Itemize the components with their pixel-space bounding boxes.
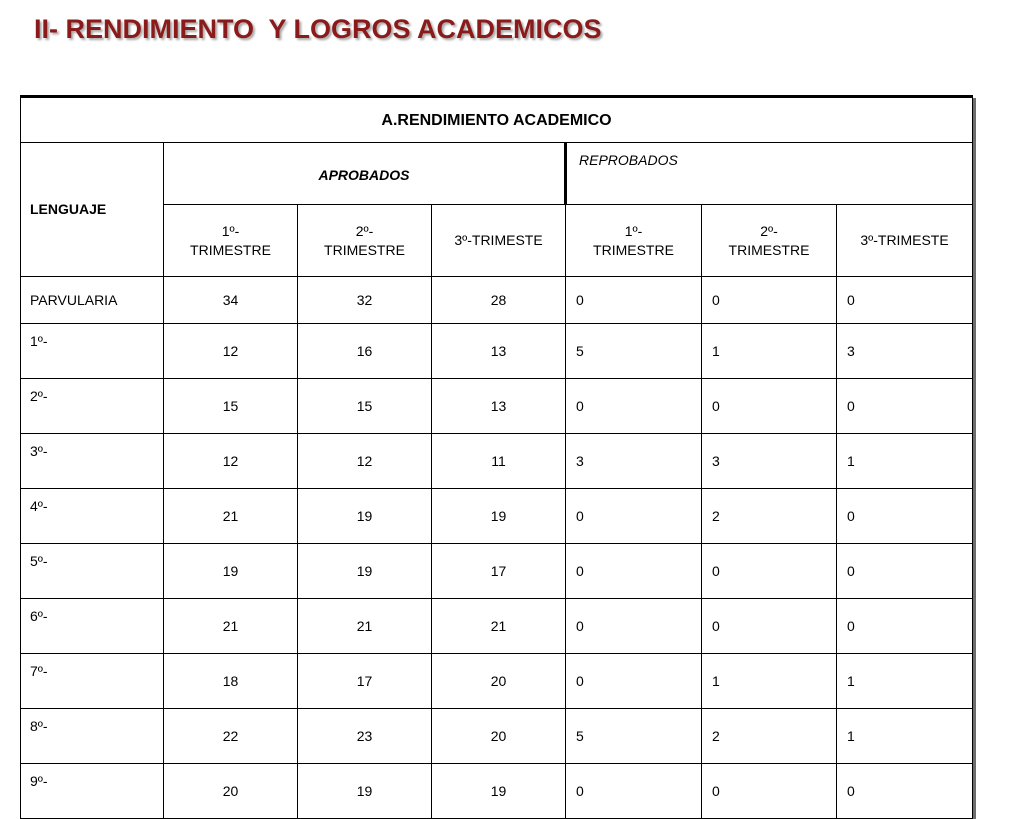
term-header-reprobados-3: 3º-TRIMESTE — [837, 205, 973, 277]
reprobados-value-t2: 2 — [702, 709, 837, 764]
grade-label: 8º- — [21, 709, 164, 764]
aprobados-value-t1: 21 — [164, 599, 298, 654]
aprobados-value-t3: 13 — [432, 324, 566, 379]
reprobados-value-t1: 0 — [566, 544, 702, 599]
grade-label: 4º- — [21, 489, 164, 544]
slide-title: II- RENDIMIENTO Y LOGROS ACADEMICOS — [34, 14, 602, 44]
reprobados-value-t3: 0 — [837, 379, 973, 434]
reprobados-value-t2: 0 — [702, 277, 837, 324]
table-row — [21, 277, 973, 324]
aprobados-value-t3: 17 — [432, 544, 566, 599]
grade-label: 3º- — [21, 434, 164, 489]
term-header-reprobados-1: 1º- TRIMESTRE — [566, 205, 702, 277]
aprobados-value-t3: 28 — [432, 277, 566, 324]
aprobados-value-t1: 12 — [164, 324, 298, 379]
aprobados-value-t3: 11 — [432, 434, 566, 489]
reprobados-value-t3: 1 — [837, 654, 973, 709]
reprobados-value-t2: 0 — [702, 599, 837, 654]
reprobados-value-t2: 1 — [702, 324, 837, 379]
reprobados-value-t1: 0 — [566, 654, 702, 709]
group-header-row — [21, 143, 973, 205]
aprobados-value-t1: 15 — [164, 379, 298, 434]
aprobados-value-t2: 19 — [298, 764, 432, 819]
reprobados-value-t3: 0 — [837, 599, 973, 654]
table-banner-row — [21, 97, 973, 143]
group-header-reprobados: REPROBADOS — [566, 143, 973, 205]
reprobados-value-t3: 3 — [837, 324, 973, 379]
table-row — [21, 709, 973, 764]
term-header-aprobados-2: 2º- TRIMESTRE — [298, 205, 432, 277]
reprobados-value-t1: 5 — [566, 324, 702, 379]
grade-label: 6º- — [21, 599, 164, 654]
table-banner: A.RENDIMIENTO ACADEMICO — [21, 97, 973, 143]
grade-label: 2º- — [21, 379, 164, 434]
aprobados-value-t1: 34 — [164, 277, 298, 324]
table-row — [21, 654, 973, 709]
aprobados-value-t1: 22 — [164, 709, 298, 764]
table-row — [21, 599, 973, 654]
reprobados-value-t2: 2 — [702, 489, 837, 544]
aprobados-value-t3: 21 — [432, 599, 566, 654]
aprobados-value-t2: 19 — [298, 544, 432, 599]
aprobados-value-t2: 12 — [298, 434, 432, 489]
reprobados-value-t2: 3 — [702, 434, 837, 489]
reprobados-value-t3: 0 — [837, 544, 973, 599]
aprobados-value-t2: 15 — [298, 379, 432, 434]
aprobados-value-t2: 23 — [298, 709, 432, 764]
reprobados-value-t1: 3 — [566, 434, 702, 489]
aprobados-value-t1: 21 — [164, 489, 298, 544]
term-header-row — [21, 205, 973, 277]
aprobados-value-t2: 21 — [298, 599, 432, 654]
academic-performance-table — [20, 95, 973, 819]
grade-label: 5º- — [21, 544, 164, 599]
reprobados-value-t3: 1 — [837, 709, 973, 764]
reprobados-value-t1: 0 — [566, 764, 702, 819]
aprobados-value-t3: 20 — [432, 709, 566, 764]
aprobados-value-t3: 19 — [432, 764, 566, 819]
reprobados-value-t1: 0 — [566, 489, 702, 544]
reprobados-value-t2: 0 — [702, 379, 837, 434]
row-header-lenguaje: LENGUAJE — [21, 143, 164, 277]
table-row — [21, 434, 973, 489]
reprobados-value-t2: 1 — [702, 654, 837, 709]
grade-label: 1º- — [21, 324, 164, 379]
aprobados-value-t3: 19 — [432, 489, 566, 544]
reprobados-value-t3: 0 — [837, 277, 973, 324]
aprobados-value-t2: 16 — [298, 324, 432, 379]
reprobados-value-t3: 1 — [837, 434, 973, 489]
table-row — [21, 324, 973, 379]
aprobados-value-t2: 32 — [298, 277, 432, 324]
grade-label: 9º- — [21, 764, 164, 819]
reprobados-value-t2: 0 — [702, 544, 837, 599]
reprobados-value-t1: 0 — [566, 599, 702, 654]
grade-label: 7º- — [21, 654, 164, 709]
term-header-aprobados-3: 3º-TRIMESTE — [432, 205, 566, 277]
aprobados-value-t3: 13 — [432, 379, 566, 434]
reprobados-value-t1: 0 — [566, 277, 702, 324]
term-header-reprobados-2: 2º- TRIMESTRE — [702, 205, 837, 277]
reprobados-value-t3: 0 — [837, 764, 973, 819]
aprobados-value-t3: 20 — [432, 654, 566, 709]
table-row — [21, 489, 973, 544]
grade-label: PARVULARIA — [21, 277, 164, 324]
reprobados-value-t2: 0 — [702, 764, 837, 819]
term-header-aprobados-1: 1º- TRIMESTRE — [164, 205, 298, 277]
table-row — [21, 379, 973, 434]
reprobados-value-t1: 5 — [566, 709, 702, 764]
aprobados-value-t1: 19 — [164, 544, 298, 599]
table-row — [21, 764, 973, 819]
aprobados-value-t2: 17 — [298, 654, 432, 709]
table-row — [21, 544, 973, 599]
aprobados-value-t2: 19 — [298, 489, 432, 544]
aprobados-value-t1: 12 — [164, 434, 298, 489]
group-header-aprobados: APROBADOS — [164, 143, 566, 205]
reprobados-value-t3: 0 — [837, 489, 973, 544]
reprobados-value-t1: 0 — [566, 379, 702, 434]
aprobados-value-t1: 18 — [164, 654, 298, 709]
aprobados-value-t1: 20 — [164, 764, 298, 819]
